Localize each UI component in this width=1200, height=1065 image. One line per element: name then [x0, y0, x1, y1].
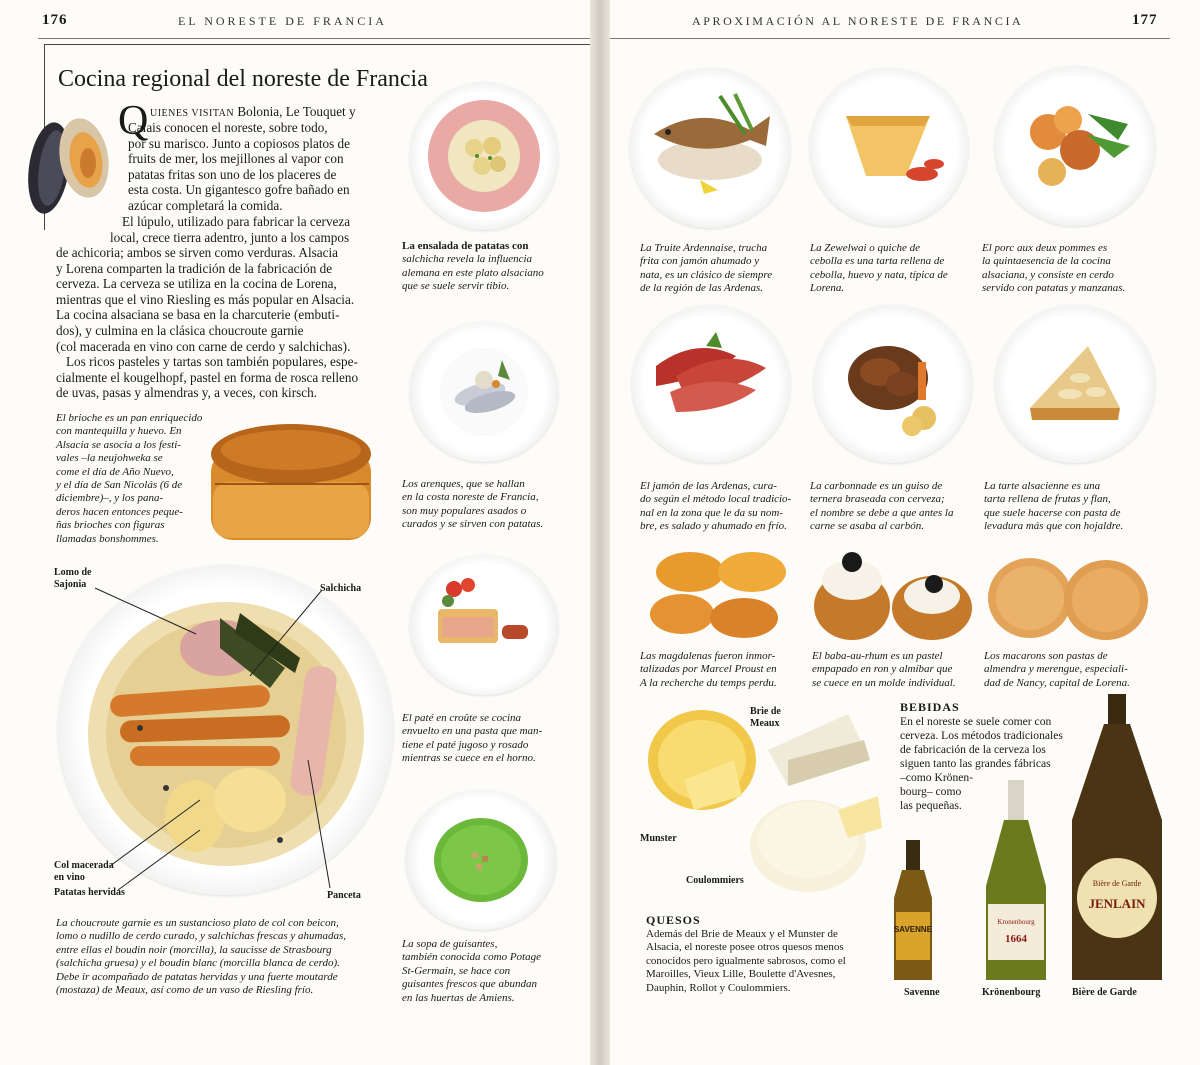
caption-line: vales –la neujohweka se: [56, 452, 163, 465]
intro-line: esta costa. Un gigantesco gofre bañado en: [128, 182, 350, 198]
caption-line: llamadas bonshommes.: [56, 532, 159, 545]
intro-line: cialmente el kougelhopf, pastel en forma de rosca relleno: [56, 369, 359, 385]
ensalada-image: [422, 94, 546, 218]
label-line: Col macerada: [54, 860, 114, 871]
biere-de-garde-bottle: [1072, 694, 1162, 980]
caption-line: que se suele servir tibio.: [402, 280, 510, 293]
caption-line: El porc aux deux pommes es: [982, 242, 1108, 254]
magdalenas-caption: [640, 650, 815, 690]
quesos-line: conocidos pero igualmente sabrosos, como el: [646, 954, 846, 967]
truite-caption: [640, 242, 815, 296]
intro-line: Bolonia, Le Touquet y: [234, 104, 356, 119]
bebidas-line: cerveza. Los métodos tradicionales: [900, 729, 1063, 742]
intro-line: El lúpulo, utilizado para fabricar la cerveza: [122, 214, 351, 229]
label-salchicha: Salchicha: [320, 583, 362, 594]
running-head-left: EL NORESTE DE FRANCIA: [178, 14, 387, 28]
caption-line: (mostaza) de Meaux, así como de un vaso de Riesling frío.: [56, 984, 314, 997]
left-page: [0, 0, 590, 1065]
intro-line: de achicoria; ambos se sirven como verduras. Alsacia: [56, 245, 338, 260]
page-title: Cocina regional del noreste de Francia: [58, 66, 428, 92]
caption-line: Los arenques, que se hallan: [402, 478, 525, 490]
baba-image: [806, 540, 981, 645]
quesos-line: Dauphin, Rollot y Coulommiers.: [646, 981, 791, 994]
caption-line: tiene el paté jugoso y rosado: [402, 738, 529, 751]
intro-line: Calais conocen el noreste, sobre todo,: [128, 120, 328, 135]
caption-line: El jamón de las Ardenas, cura-: [640, 480, 777, 492]
zewelwai-image: [826, 92, 954, 202]
caption-line: Las magdalenas fueron inmor-: [640, 650, 776, 662]
quesos-line: Alsacia, el noreste posee otros quesos menos: [646, 941, 844, 954]
cheeses-image: [638, 700, 900, 900]
tarte-caption: [984, 480, 1174, 534]
intro-line: de uvas, pasas y almendras y, a veces, con kirsch.: [56, 385, 317, 401]
label-biere-de-garde: Bière de Garde: [1072, 987, 1137, 998]
caption-line: son muy populares asados o: [402, 504, 527, 517]
baba-caption: [812, 650, 987, 690]
intro-line: (col macerada en vino con carne de cerdo y salchichas).: [56, 338, 351, 354]
quesos-line: Maroilles, Vieux Lille, Boulette d'Avesnes,: [646, 968, 836, 981]
quesos-line: Además del Brie de Meaux y el Munster de: [646, 928, 838, 940]
caption-line: servido con patatas y manzanas.: [982, 282, 1126, 295]
bebidas-line: las pequeñas.: [900, 799, 962, 812]
bebidas-line: bourg– como: [900, 785, 962, 798]
savenne-bottle: [894, 840, 933, 980]
choucroute-caption: [56, 917, 396, 997]
porc-caption: [982, 242, 1177, 296]
quesos-section: [646, 913, 916, 995]
porc-image: [1008, 84, 1144, 206]
caption-line: El baba-au-rhum es un pastel: [812, 650, 943, 662]
book-gutter: [590, 0, 610, 1065]
caption-line: cebolla, huevo y nata, típica de: [810, 268, 948, 281]
label-line: Brie de: [750, 706, 781, 717]
caption-line: come el día de Año Nuevo,: [56, 465, 174, 478]
caption-line: diciembre)–, y los pana-: [56, 492, 164, 505]
caption-line: en la costa noreste de Francia,: [402, 491, 539, 504]
label-line: Sajonia: [54, 579, 87, 590]
label-savenne: Savenne: [904, 987, 940, 998]
caption-line: El paté en croûte se cocina: [402, 712, 522, 724]
right-page: [610, 0, 1200, 1065]
caption-line: tarta rellena de frutas y flan,: [984, 493, 1111, 506]
caption-line: St-Germain, se hace con: [402, 964, 511, 977]
intro-line: y Lorena comparten la tradición de la fabricación de: [56, 260, 333, 276]
bebidas-line: –como Krönen-: [900, 771, 974, 784]
caption-line: entre ellas el boudin noir (morcilla), la saucisse de Strasbourg: [56, 943, 332, 956]
caption-line: Lorena.: [810, 282, 845, 295]
label-line: Meaux: [750, 718, 780, 729]
caption-line: El brioche es un pan enriquecido: [56, 412, 203, 424]
intro-line: mientras que el vino Riesling es más popular en Alsacia.: [56, 291, 355, 307]
sopa-image: [424, 808, 538, 912]
drop-cap: Q: [118, 98, 149, 144]
intro-line: por su marisco. Junto a copiosos platos de: [128, 135, 350, 151]
intro-line: La cocina alsaciana se basa en la charcuterie (embuti-: [56, 307, 340, 323]
tarte-image: [1010, 328, 1140, 438]
jamon-caption: [640, 480, 815, 534]
bebidas-line: En el noreste se suele comer con: [900, 715, 1052, 728]
pate-image: [424, 565, 544, 685]
caption-line: alsaciana, y consiste en cerdo: [982, 268, 1114, 281]
intro-line: cerveza. La cerveza se utiliza en la cocina de Lorena,: [56, 276, 337, 292]
label-col: [54, 860, 114, 884]
intro-line: local, crece tierra adentro, junto a los campos: [110, 229, 350, 245]
caption-line: do según el método local tradicio-: [640, 493, 792, 506]
caption-line: bre, es salado y ahumado en frío.: [640, 520, 787, 533]
label-line: en vino: [54, 872, 85, 883]
macarons-image: [986, 552, 1156, 648]
label-kronenbourg: Krönenbourg: [982, 987, 1041, 998]
caption-line: y el día de San Nicolás (6 de: [56, 479, 183, 492]
label-coulommiers: Coulommiers: [686, 875, 744, 886]
ensalada-caption: [402, 240, 582, 294]
caption-line: La Truite Ardennaise, trucha: [640, 242, 768, 254]
caption-line: deros hacen entonces peque-: [56, 505, 183, 518]
biere-brand-text: JENLAIN: [1088, 896, 1146, 911]
caption-line: A la recherche du temps perdu.: [640, 676, 777, 689]
caption-line: Debe ir acompañado de patatas hervidas y una fuerte moutarde: [56, 970, 338, 983]
caption-line: nal en la zona que le da su nom-: [640, 506, 783, 519]
page-number-right: 177: [1132, 12, 1158, 28]
caption-line: lomo o nudillo de cerdo curado, y salchichas frescas y ahumadas,: [56, 930, 347, 943]
caption-line: cebolla es una tarta rellena de: [810, 255, 945, 268]
running-head-right: APROXIMACIÓN AL NORESTE DE FRANCIA: [692, 14, 1024, 28]
caption-line: nata, es un clásico de siempre: [640, 268, 773, 281]
kronen-year-text: 1664: [1005, 933, 1027, 945]
label-line: Lomo de: [54, 567, 92, 578]
caption-line: almendra y merengue, especiali-: [984, 663, 1128, 676]
label-lomo: [54, 567, 92, 591]
intro-line: fruits de mer, los mejillones al vapor con: [128, 151, 344, 167]
label-brie: [750, 706, 781, 730]
label-patatas: Patatas hervidas: [54, 887, 125, 898]
header-rule: [610, 38, 1170, 39]
caption-line: Alsacia se asocia a los festi-: [56, 438, 181, 451]
caption-line: frita con jamón ahumado y: [640, 255, 760, 268]
caption-line: carne se asaba al carbón.: [810, 520, 924, 533]
caption-line: la quintaesencia de la cocina: [982, 255, 1111, 268]
label-panceta: Panceta: [327, 890, 361, 901]
caption-line: de la región de las Ardenas.: [640, 282, 764, 295]
zewelwai-caption: [810, 242, 985, 296]
caption-line: empapado en ron y almíbar que: [812, 663, 953, 676]
truite-image: [640, 90, 780, 200]
biere-top-text: Bière de Garde: [1092, 879, 1142, 888]
label-munster: Munster: [640, 833, 677, 844]
bebidas-heading: BEBIDAS: [900, 700, 960, 714]
intro-line: Los ricos pasteles y tartas son también populares, espe-: [66, 354, 358, 370]
page-number-left: 176: [42, 12, 68, 28]
sopa-caption: [402, 938, 582, 1005]
caption-line: La tarte alsacienne es una: [984, 480, 1101, 492]
beer-bottles-image: [886, 690, 1176, 986]
caption-line: talizadas por Marcel Proust en: [640, 663, 777, 676]
intro-smallcaps: UIENES VISITAN: [150, 108, 235, 119]
caption-line: ñas brioches con figuras: [56, 519, 165, 532]
magdalenas-image: [642, 548, 802, 648]
caption-line: envuelto en una pasta que man-: [402, 725, 543, 738]
pate-caption: [402, 712, 582, 766]
caption-line: (salchicha gruesa) y el boudin blanc (morcilla blanca de cerdo).: [56, 957, 340, 970]
caption-line: La carbonnade es un guiso de: [810, 480, 943, 492]
caption-line: La Zewelwai o quiche de: [810, 242, 920, 254]
arenques-image: [432, 340, 536, 444]
caption-line: La sopa de guisantes,: [402, 938, 498, 950]
caption-line: el nombre se debe a que antes la: [810, 506, 954, 519]
caption-line: dad de Nancy, capital de Lorena.: [984, 676, 1130, 689]
arenques-caption: [402, 478, 582, 532]
carbonnade-caption: [810, 480, 985, 534]
caption-line: se cuece en un molde individual.: [812, 676, 956, 689]
caption-line: curados y se sirven con patatas.: [402, 518, 544, 531]
caption-line: guisantes frescos que abundan: [402, 978, 537, 991]
intro-line: dos), y culmina en la clásica choucroute garnie: [56, 322, 304, 338]
savenne-label-text: SAVENNE: [893, 925, 933, 934]
kronen-label-text: Kronenbourg: [997, 918, 1035, 926]
bebidas-line: siguen tanto las grandes fábricas: [900, 757, 1051, 770]
caption-line: Los macarons son pastas de: [984, 650, 1108, 662]
caption-line: también conocida como Potage: [402, 951, 541, 964]
kronenbourg-bottle: [986, 780, 1046, 980]
caption-line: ternera braseada con cerveza;: [810, 493, 945, 506]
bebidas-line: de fabricación de la cerveza los: [900, 743, 1046, 756]
caption-line: levadura más que con hojaldre.: [984, 520, 1124, 533]
caption-line: salchicha revela la influencia: [402, 253, 533, 266]
macarons-caption: [984, 650, 1174, 690]
intro-line: patatas fritas son uno de los placeres de: [128, 166, 337, 182]
jamon-image: [646, 326, 776, 436]
caption-line: con mantequilla y huevo. En: [56, 425, 182, 438]
intro-line: azúcar completará la comida.: [128, 197, 283, 213]
caption-line: que suele hacerse con pasta de: [984, 506, 1121, 519]
carbonnade-image: [828, 322, 958, 442]
caption-line: alemana en este plato alsaciano: [402, 266, 544, 279]
quesos-heading: QUESOS: [646, 913, 701, 927]
caption-line: en las huertas de Amiens.: [402, 991, 515, 1004]
caption-line: mientras se cuece en el horno.: [402, 752, 536, 765]
caption-line: La choucroute garnie es un sustancioso plato de col con beicon,: [56, 917, 339, 929]
caption-line: La ensalada de patatas con: [402, 240, 529, 252]
